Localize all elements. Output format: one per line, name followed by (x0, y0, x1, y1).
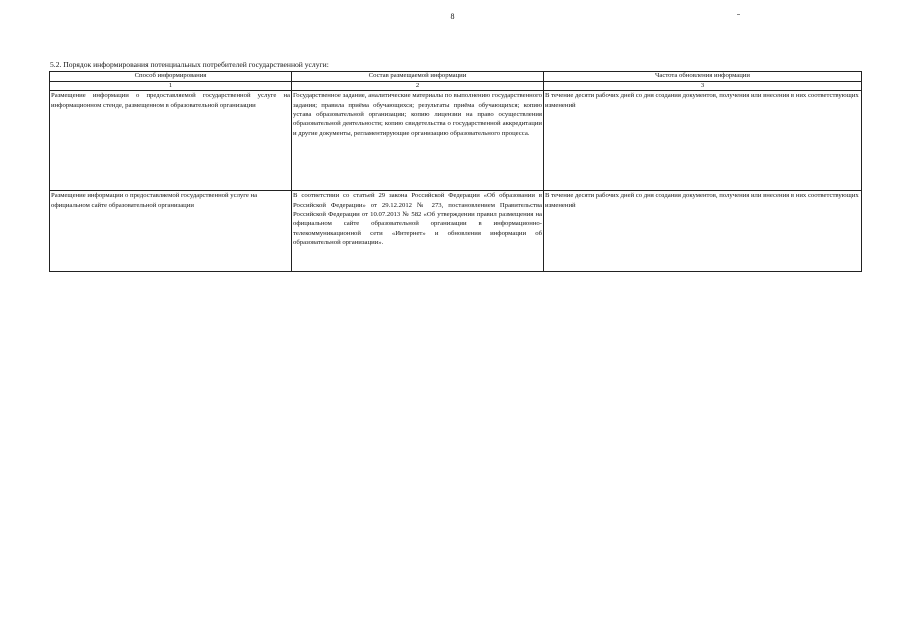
header-method: Способ информирования (50, 72, 292, 82)
table-row (50, 191, 862, 272)
cell-content: Государственное задание, аналитические материалы по выполнению государственного задания; правила приёма обучающихся; результаты приёма обучающихся; копию устава образовательной организации; копию лицензии на право осуществления образовательной деятельности; копию свидетельства о государственной аккредитации и другие документы, регламентирующие организацию образовательного процесса. (292, 91, 544, 191)
header-frequency: Частота обновления информации (544, 72, 862, 82)
column-number-2: 2 (292, 81, 544, 91)
cell-frequency: В течение десяти рабочих дней со дня создания документов, получения или внесения в них соответствующих изменений (544, 91, 862, 191)
table-row (50, 91, 862, 191)
column-number-row (50, 81, 862, 91)
cell-method: Размещение информации о предоставляемой государственной услуге на официальном сайте образовательной организации (50, 191, 292, 272)
cell-method: Размещение информации о предоставляемой государственной услуге на информационном стенде, размещенном в образовательной организации (50, 91, 292, 191)
section-title: 5.2. Порядок информирования потенциальных потребителей государственной услуги: (50, 60, 329, 69)
page-number: 8 (450, 12, 455, 21)
column-number-3: 3 (544, 81, 862, 91)
cell-frequency: В течение десяти рабочих дней со дня создания документов, получения или внесения в них соответствующих изменений (544, 191, 862, 272)
table-header-row (50, 72, 862, 82)
header-content: Состав размещаемой информации (292, 72, 544, 82)
cell-content: В соответствии со статьей 29 закона Российской Федерации «Об образовании в Российской Федерации» от 29.12.2012 № 273, постановлением Правительства Российской Федерации от 10.07.2013 № 582 «Об утверждении правил размещения на официальном сайте образовательной организации в информационно-телекоммуникационной сети «Интернет» и обновления информации об образовательной организации». (292, 191, 544, 272)
column-number-1: 1 (50, 81, 292, 91)
information-table (49, 71, 862, 272)
scan-mark (737, 14, 740, 15)
